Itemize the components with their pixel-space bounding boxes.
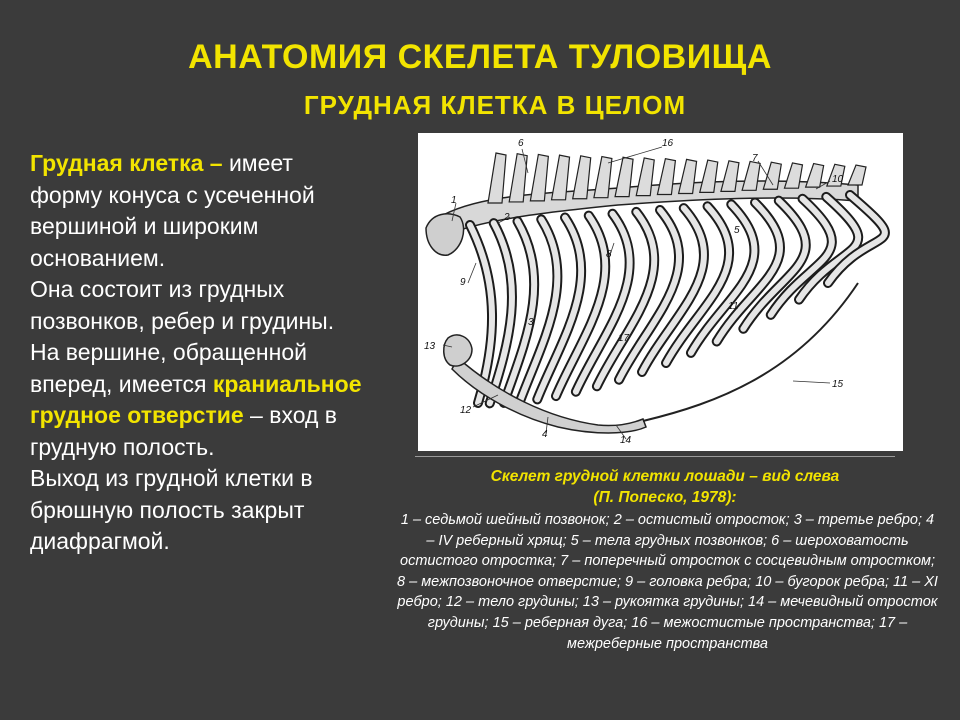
- page-title: АНАТОМИЯ СКЕЛЕТА ТУЛОВИЩА: [188, 38, 772, 76]
- paragraph-composition: Она состоит из грудных позвонков, ребер и грудины.: [30, 276, 335, 334]
- fig-label: 1: [451, 195, 457, 206]
- fig-label: 10: [832, 174, 844, 185]
- definition-text: имеет форму конуса с усеченной вершиной и широким основанием.: [30, 150, 315, 271]
- fig-label: 14: [620, 435, 632, 446]
- fig-label: 8: [606, 249, 612, 260]
- fig-label: 12: [460, 405, 472, 416]
- manubrium: [444, 335, 472, 366]
- caption-source: (П. Попеско, 1978):: [593, 489, 737, 506]
- fig-label: 15: [832, 379, 844, 390]
- fig-label: 13: [424, 341, 436, 352]
- horse-thorax-figure: [418, 133, 903, 451]
- fig-label: 2: [504, 212, 510, 223]
- fig-label: 16: [662, 138, 674, 149]
- fig-label: 11: [728, 301, 739, 312]
- figure-caption-title: [400, 466, 930, 508]
- fig-label: 9: [460, 277, 466, 288]
- term-aperture: краниальное грудное отверстие: [30, 370, 362, 428]
- aperture-end: – вход в грудную полость.: [30, 402, 338, 460]
- fig-label: 17: [618, 333, 630, 344]
- paragraph-exit: Выход из грудной клетки в брюшную полость закрыт диафрагмой.: [30, 465, 313, 554]
- fig-label: 5: [734, 225, 740, 236]
- spinous-process: [488, 153, 506, 203]
- ribs: [470, 195, 885, 403]
- caption-divider: [415, 456, 895, 457]
- term-thorax: Грудная клетка –: [30, 150, 229, 176]
- paragraph-definition: [30, 148, 370, 274]
- seventh-cervical-vertebra: [426, 214, 464, 255]
- aperture-intro: На вершине, обращенной вперед, имеется: [30, 339, 307, 397]
- spinous-process: [848, 165, 866, 185]
- ribcage-illustration: [418, 133, 903, 451]
- fig-label: 3: [528, 317, 534, 328]
- figure-legend: 1 – седьмой шейный позвонок; 2 – остистый отросток; 3 – третье ребро; 4 – IV реберный хрящ; 5 – тела грудных позвонков; 6 – шероховатость остистого отростка; 7 – поперечный отросток с сосцевидным отростком; 8 – межпозвоночное отверстие; 9 – головка ребра; 10 – бугорок ребра; 11 – XI ребро; 12 – тело грудины; 13 – рукоятка грудины; 14 – мечевидный отросток грудины; 15 – реберная дуга; 16 – межостистые пространства; 17 – межреберные пространства: [397, 512, 938, 652]
- fig-label: 7: [752, 153, 758, 164]
- fig-label: 4: [542, 429, 548, 440]
- fig-label: 6: [518, 138, 524, 149]
- description-text: [30, 148, 370, 558]
- paragraph-aperture: [30, 337, 370, 463]
- caption-title-line: Скелет грудной клетки лошади – вид слева: [490, 468, 840, 485]
- page-subtitle: ГРУДНАЯ КЛЕТКА В ЦЕЛОМ: [303, 90, 687, 120]
